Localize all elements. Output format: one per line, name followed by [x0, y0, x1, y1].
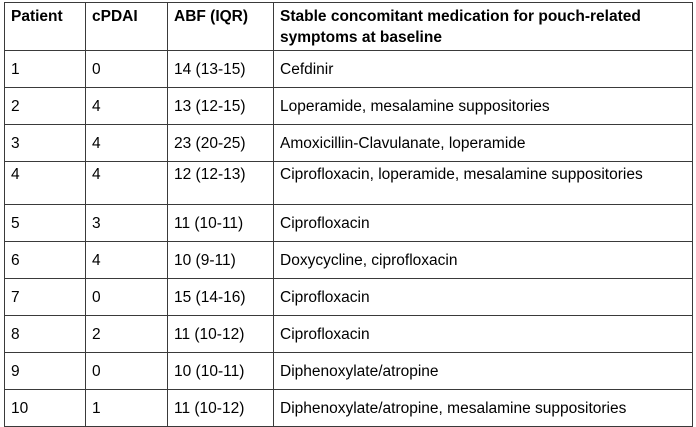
cell-abf: 23 (20-25) — [168, 125, 274, 162]
cell-cpdai: 0 — [86, 353, 168, 390]
table-row — [5, 242, 693, 279]
cell-cpdai: 4 — [86, 88, 168, 125]
cell-medication: Amoxicillin-Clavulanate, loperamide — [274, 125, 693, 162]
cell-abf: 11 (10-11) — [168, 205, 274, 242]
cell-abf: 12 (12-13) — [168, 162, 274, 205]
table-row — [5, 390, 693, 427]
table-row — [5, 205, 693, 242]
cell-patient: 7 — [5, 279, 86, 316]
cell-abf: 10 (10-11) — [168, 353, 274, 390]
cell-medication: Cefdinir — [274, 51, 693, 88]
header-patient: Patient — [5, 3, 86, 51]
table-row — [5, 279, 693, 316]
cell-medication: Ciprofloxacin — [274, 316, 693, 353]
table-row — [5, 316, 693, 353]
cell-patient: 4 — [5, 162, 86, 205]
cell-patient: 6 — [5, 242, 86, 279]
cell-abf: 11 (10-12) — [168, 390, 274, 427]
cell-patient: 1 — [5, 51, 86, 88]
cell-cpdai: 4 — [86, 162, 168, 205]
cell-cpdai: 3 — [86, 205, 168, 242]
table-body — [5, 51, 693, 427]
table-header — [5, 3, 693, 51]
cell-cpdai: 1 — [86, 390, 168, 427]
table-row — [5, 51, 693, 88]
cell-medication: Ciprofloxacin, loperamide, mesalamine suppositories — [274, 162, 693, 205]
cell-medication: Ciprofloxacin — [274, 279, 693, 316]
cell-medication: Loperamide, mesalamine suppositories — [274, 88, 693, 125]
table-row — [5, 353, 693, 390]
cell-patient: 9 — [5, 353, 86, 390]
cell-abf: 13 (12-15) — [168, 88, 274, 125]
cell-medication: Doxycycline, ciprofloxacin — [274, 242, 693, 279]
table-row — [5, 162, 693, 205]
cell-cpdai: 2 — [86, 316, 168, 353]
cell-cpdai: 0 — [86, 51, 168, 88]
cell-medication: Diphenoxylate/atropine — [274, 353, 693, 390]
cell-patient: 3 — [5, 125, 86, 162]
header-medication: Stable concomitant medication for pouch-related symptoms at baseline — [274, 3, 693, 51]
table-row — [5, 88, 693, 125]
medication-table — [4, 2, 693, 427]
cell-medication: Diphenoxylate/atropine, mesalamine suppositories — [274, 390, 693, 427]
cell-medication: Ciprofloxacin — [274, 205, 693, 242]
cell-patient: 2 — [5, 88, 86, 125]
cell-abf: 15 (14-16) — [168, 279, 274, 316]
cell-abf: 14 (13-15) — [168, 51, 274, 88]
cell-patient: 5 — [5, 205, 86, 242]
cell-patient: 8 — [5, 316, 86, 353]
header-abf-iqr: ABF (IQR) — [168, 3, 274, 51]
cell-abf: 10 (9-11) — [168, 242, 274, 279]
cell-patient: 10 — [5, 390, 86, 427]
table-row — [5, 125, 693, 162]
cell-cpdai: 0 — [86, 279, 168, 316]
cell-cpdai: 4 — [86, 242, 168, 279]
cell-abf: 11 (10-12) — [168, 316, 274, 353]
header-row — [5, 3, 693, 51]
header-cpdai: cPDAI — [86, 3, 168, 51]
cell-cpdai: 4 — [86, 125, 168, 162]
